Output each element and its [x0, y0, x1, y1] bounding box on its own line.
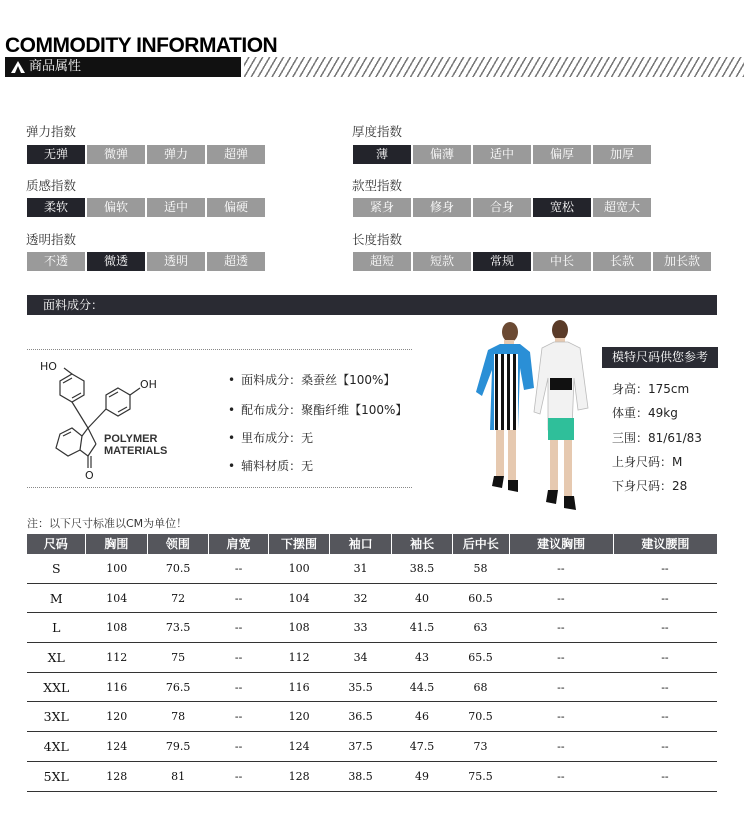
- column-header: 下摆围: [269, 534, 329, 554]
- column-header: 肩宽: [209, 534, 269, 554]
- table-row: [27, 762, 717, 792]
- table-row: [27, 613, 717, 643]
- model-bottom-size: 下身尺码：28: [612, 479, 688, 493]
- table-cell: 31: [353, 562, 368, 575]
- index-option: 柔软: [27, 198, 85, 217]
- table-cell: 68: [473, 680, 488, 694]
- materials-caption: MATERIALS: [104, 445, 168, 457]
- table-cell: S: [51, 561, 61, 576]
- index-option: 加厚: [593, 145, 651, 164]
- index-option: 不透: [27, 252, 85, 271]
- table-cell: 65.5: [468, 651, 493, 665]
- index-option: 偏软: [87, 198, 145, 217]
- table-cell: L: [52, 620, 61, 636]
- oh-label: OH: [140, 378, 157, 391]
- table-cell: --: [234, 651, 243, 665]
- table-cell: 75.5: [468, 769, 493, 783]
- material-item: • 里布成分：无: [228, 429, 313, 446]
- table-cell: 3XL: [43, 709, 69, 725]
- table-cell: 58: [473, 562, 488, 575]
- index-option: 长款: [593, 252, 651, 271]
- column-header: 领围: [148, 534, 208, 554]
- table-cell: 81: [171, 769, 186, 783]
- table-cell: --: [557, 710, 565, 724]
- table-cell: 60.5: [468, 591, 493, 605]
- index-option: 透明: [147, 252, 205, 271]
- index-option: 宽松: [533, 198, 591, 217]
- molecule-illustration: [30, 356, 220, 481]
- column-header: 尺码: [27, 534, 85, 554]
- table-cell: 104: [106, 591, 128, 605]
- divider-top: [27, 349, 412, 350]
- table-cell: --: [234, 591, 243, 605]
- table-cell: 38.5: [348, 769, 373, 783]
- table-cell: M: [49, 590, 63, 606]
- page-title: COMMODITY INFORMATION: [5, 34, 278, 57]
- index-options: [27, 252, 265, 271]
- table-cell: 76.5: [165, 680, 191, 694]
- table-cell: 40: [415, 591, 430, 605]
- index-option: 适中: [147, 198, 205, 217]
- material-item: • 辅料材质：无: [228, 457, 313, 474]
- index-options: [27, 198, 265, 217]
- table-cell: --: [234, 769, 243, 783]
- index-label: 质感指数: [26, 178, 77, 193]
- triangle-logo-icon: [11, 61, 25, 73]
- index-label: 款型指数: [352, 178, 403, 193]
- table-cell: --: [234, 710, 243, 724]
- section-header-bar: [5, 57, 241, 77]
- index-option: 偏硬: [207, 198, 265, 217]
- table-cell: --: [557, 740, 565, 754]
- table-cell: 47.5: [409, 740, 435, 754]
- table-cell: --: [234, 680, 243, 694]
- table-row: [27, 702, 717, 732]
- table-cell: --: [557, 680, 565, 694]
- table-cell: 75: [171, 651, 186, 665]
- table-cell: --: [557, 621, 565, 635]
- table-cell: 120: [106, 710, 128, 724]
- table-cell: 38.5: [409, 562, 435, 575]
- table-cell: 46: [415, 710, 430, 724]
- table-cell: 41.5: [409, 621, 435, 635]
- table-cell: 108: [106, 621, 128, 635]
- index-option: 超弹: [207, 145, 265, 164]
- index-option: 弹力: [147, 145, 205, 164]
- table-row: [27, 732, 717, 762]
- table-cell: 73: [473, 740, 488, 754]
- index-option: 无弹: [27, 145, 85, 164]
- column-header: 胸围: [86, 534, 148, 554]
- column-header: 建议胸围: [510, 534, 613, 554]
- index-option: 加长款: [653, 252, 711, 271]
- table-cell: 4XL: [43, 739, 69, 755]
- table-cell: 36.5: [348, 710, 373, 724]
- model-photo: [468, 318, 600, 524]
- index-option: 超透: [207, 252, 265, 271]
- index-options: [353, 252, 711, 271]
- o-label: O: [85, 469, 94, 481]
- index-option: 修身: [413, 198, 471, 217]
- index-option: 常规: [473, 252, 531, 271]
- index-label: 厚度指数: [352, 124, 403, 139]
- table-cell: 120: [288, 710, 310, 724]
- table-cell: --: [234, 562, 243, 575]
- table-cell: --: [557, 651, 565, 665]
- divider-bottom: [27, 487, 412, 488]
- table-cell: 32: [353, 591, 368, 605]
- model-top-size: 上身尺码：M: [612, 455, 683, 469]
- table-cell: --: [661, 591, 669, 605]
- table-cell: --: [661, 680, 669, 694]
- table-cell: 112: [106, 651, 128, 665]
- polymer-caption: POLYMER: [104, 433, 158, 445]
- table-cell: 116: [106, 680, 128, 694]
- index-option: 合身: [473, 198, 531, 217]
- index-options: [353, 198, 651, 217]
- table-cell: --: [661, 621, 669, 635]
- model-weight: 体重：49kg: [612, 406, 678, 420]
- index-option: 薄: [353, 145, 411, 164]
- column-header: 后中长: [453, 534, 509, 554]
- table-cell: 34: [353, 651, 368, 665]
- material-item: • 面料成分：桑蚕丝【100%】: [228, 371, 395, 388]
- table-cell: --: [557, 769, 565, 783]
- table-cell: 100: [288, 562, 310, 575]
- index-options: [353, 145, 651, 164]
- table-cell: 37.5: [348, 740, 373, 754]
- index-label: 透明指数: [26, 232, 77, 247]
- table-cell: 70.5: [165, 562, 191, 575]
- table-cell: --: [661, 562, 669, 575]
- table-body: [27, 554, 717, 792]
- table-cell: --: [234, 621, 243, 635]
- table-cell: XXL: [43, 679, 70, 695]
- index-option: 短款: [413, 252, 471, 271]
- table-cell: 73.5: [165, 621, 191, 635]
- table-cell: XL: [47, 650, 65, 666]
- header-stripes: [244, 57, 744, 77]
- table-cell: --: [234, 740, 243, 754]
- column-header: 袖长: [392, 534, 452, 554]
- table-row: [27, 554, 717, 584]
- table-cell: 116: [288, 680, 310, 694]
- table-cell: 49: [415, 769, 430, 783]
- table-cell: 43: [415, 651, 430, 665]
- column-header: 建议腰围: [614, 534, 717, 554]
- table-cell: --: [661, 740, 669, 754]
- table-cell: --: [661, 769, 669, 783]
- index-label: 长度指数: [352, 232, 403, 247]
- table-cell: 128: [288, 769, 310, 783]
- table-cell: 104: [288, 591, 310, 605]
- table-cell: 35.5: [348, 680, 373, 694]
- table-cell: 63: [473, 621, 488, 635]
- index-label: 弹力指数: [26, 124, 77, 139]
- index-option: 偏薄: [413, 145, 471, 164]
- table-cell: --: [661, 710, 669, 724]
- index-options: [27, 145, 265, 164]
- index-option: 紧身: [353, 198, 411, 217]
- index-option: 超短: [353, 252, 411, 271]
- fabric-bar: 面料成分：: [27, 295, 717, 315]
- table-row: [27, 584, 717, 614]
- table-cell: 100: [106, 562, 128, 575]
- index-option: 中长: [533, 252, 591, 271]
- table-cell: 108: [288, 621, 310, 635]
- table-cell: 112: [288, 651, 310, 665]
- table-cell: 78: [171, 710, 186, 724]
- table-cell: 44.5: [409, 680, 435, 694]
- table-cell: 33: [353, 621, 368, 635]
- table-cell: 124: [288, 740, 310, 754]
- model-size-title: 模特尺码供您参考: [602, 347, 718, 368]
- table-cell: --: [557, 562, 565, 575]
- table-cell: --: [557, 591, 565, 605]
- model-measurements: 三围：81/61/83: [612, 431, 702, 445]
- table-row: [27, 643, 717, 673]
- index-option: 适中: [473, 145, 531, 164]
- table-cell: --: [661, 651, 669, 665]
- table-cell: 128: [106, 769, 128, 783]
- index-option: 微弹: [87, 145, 145, 164]
- index-option: 微透: [87, 252, 145, 271]
- table-cell: 79.5: [165, 740, 191, 754]
- ho-label: HO: [40, 360, 57, 373]
- index-option: 偏厚: [533, 145, 591, 164]
- column-header: 袖口: [330, 534, 392, 554]
- section-subtitle: 商品属性: [29, 59, 82, 74]
- model-height: 身高：175cm: [612, 382, 690, 396]
- table-cell: 70.5: [468, 710, 493, 724]
- size-table: [27, 534, 717, 792]
- index-option: 超宽大: [593, 198, 651, 217]
- table-cell: 72: [171, 591, 186, 605]
- table-row: [27, 673, 717, 703]
- size-note: 注：以下尺寸标准以CM为单位！: [27, 517, 188, 530]
- table-cell: 124: [106, 740, 128, 754]
- table-header: [27, 534, 717, 554]
- material-item: • 配布成分：聚酯纤维【100%】: [228, 401, 407, 418]
- table-cell: 5XL: [43, 768, 69, 784]
